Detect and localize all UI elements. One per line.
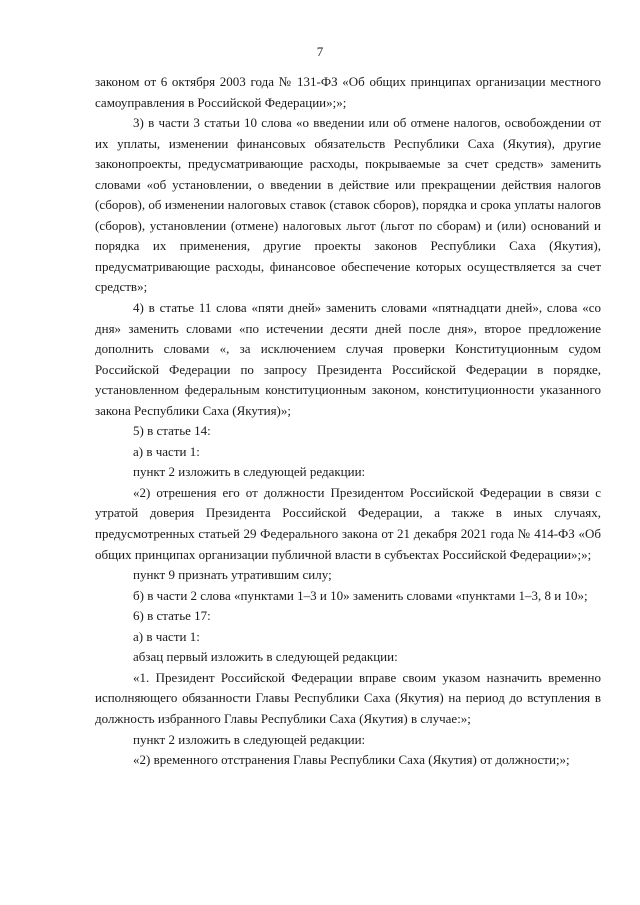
paragraph: «2) временного отстранения Главы Республики Саха (Якутия) от должности;»; [133,752,570,768]
page-number: 7 [316,44,324,59]
paragraph: а) в части 1: [133,443,200,459]
paragraph: 3) в части 3 статьи 10 слова «о введении или об отмене налогов, освобождении от их уплаты, изменении финансовых обязательств Республики Саха (Якутия), другие законопроекты, предусматривающие расходы, покрываемые за счет средств» заменить словами «об установлении, о введении в действие или прекращении действия налогов (сборов), об изменении налоговых ставок (ставок сборов), порядка и срока уплаты налогов (сборов), установлении (отмене) налоговых льгот (льгот по сборам) и (или) оснований и порядка их применения, другие проекты законов Республики Саха (Якутия), предусматривающие расходы, финансовое обеспечение которых осуществляется за счет средств»; [95,115,601,295]
paragraph: пункт 9 признать утратившим силу; [133,567,332,583]
paragraph: 6) в статье 17: [133,608,211,624]
paragraph: абзац первый изложить в следующей редакции: [133,649,398,665]
paragraph: «1. Президент Российской Федерации вправе своим указом назначить временно исполняющего обязанности Главы Республики Саха (Якутия) на период до вступления в должность избранного Главы Республики Саха (Якутия) в случае:»; [95,669,601,726]
paragraph: б) в части 2 слова «пунктами 1–3 и 10» заменить словами «пунктами 1–3, 8 и 10»; [133,587,588,603]
paragraph: «2) отрешения его от должности Президентом Российской Федерации в связи с утратой доверия Президента Российской Федерации, а также в иных случаях, предусмотренных статьей 29 Федерального закона от 21 декабря 2021 года № 414-ФЗ «Об общих принципах организации публичной власти в субъектах Российской Федерации»;»; [95,484,601,562]
paragraph: законом от 6 октября 2003 года № 131-ФЗ «Об общих принципах организации местного самоуправления в Российской Федерации»;»; [95,74,601,110]
paragraph: а) в части 1: [133,628,200,644]
paragraph: пункт 2 изложить в следующей редакции: [133,731,366,747]
paragraph: 5) в статье 14: [133,423,211,439]
document-body [95,72,601,771]
paragraph: 4) в статье 11 слова «пяти дней» заменить словами «пятнадцати дней», слова «со дня» заменить словами «по истечении десяти дней после дня», второе предложение дополнить словами «, за исключением случая проверки Конституционным судом Российской Федерации по запросу Президента Российской Федерации в порядке, установленном федеральным конституционным законом, конституционности указанного закона Республики Саха (Якутия)»; [95,300,601,418]
paragraph: пункт 2 изложить в следующей редакции: [133,464,366,480]
